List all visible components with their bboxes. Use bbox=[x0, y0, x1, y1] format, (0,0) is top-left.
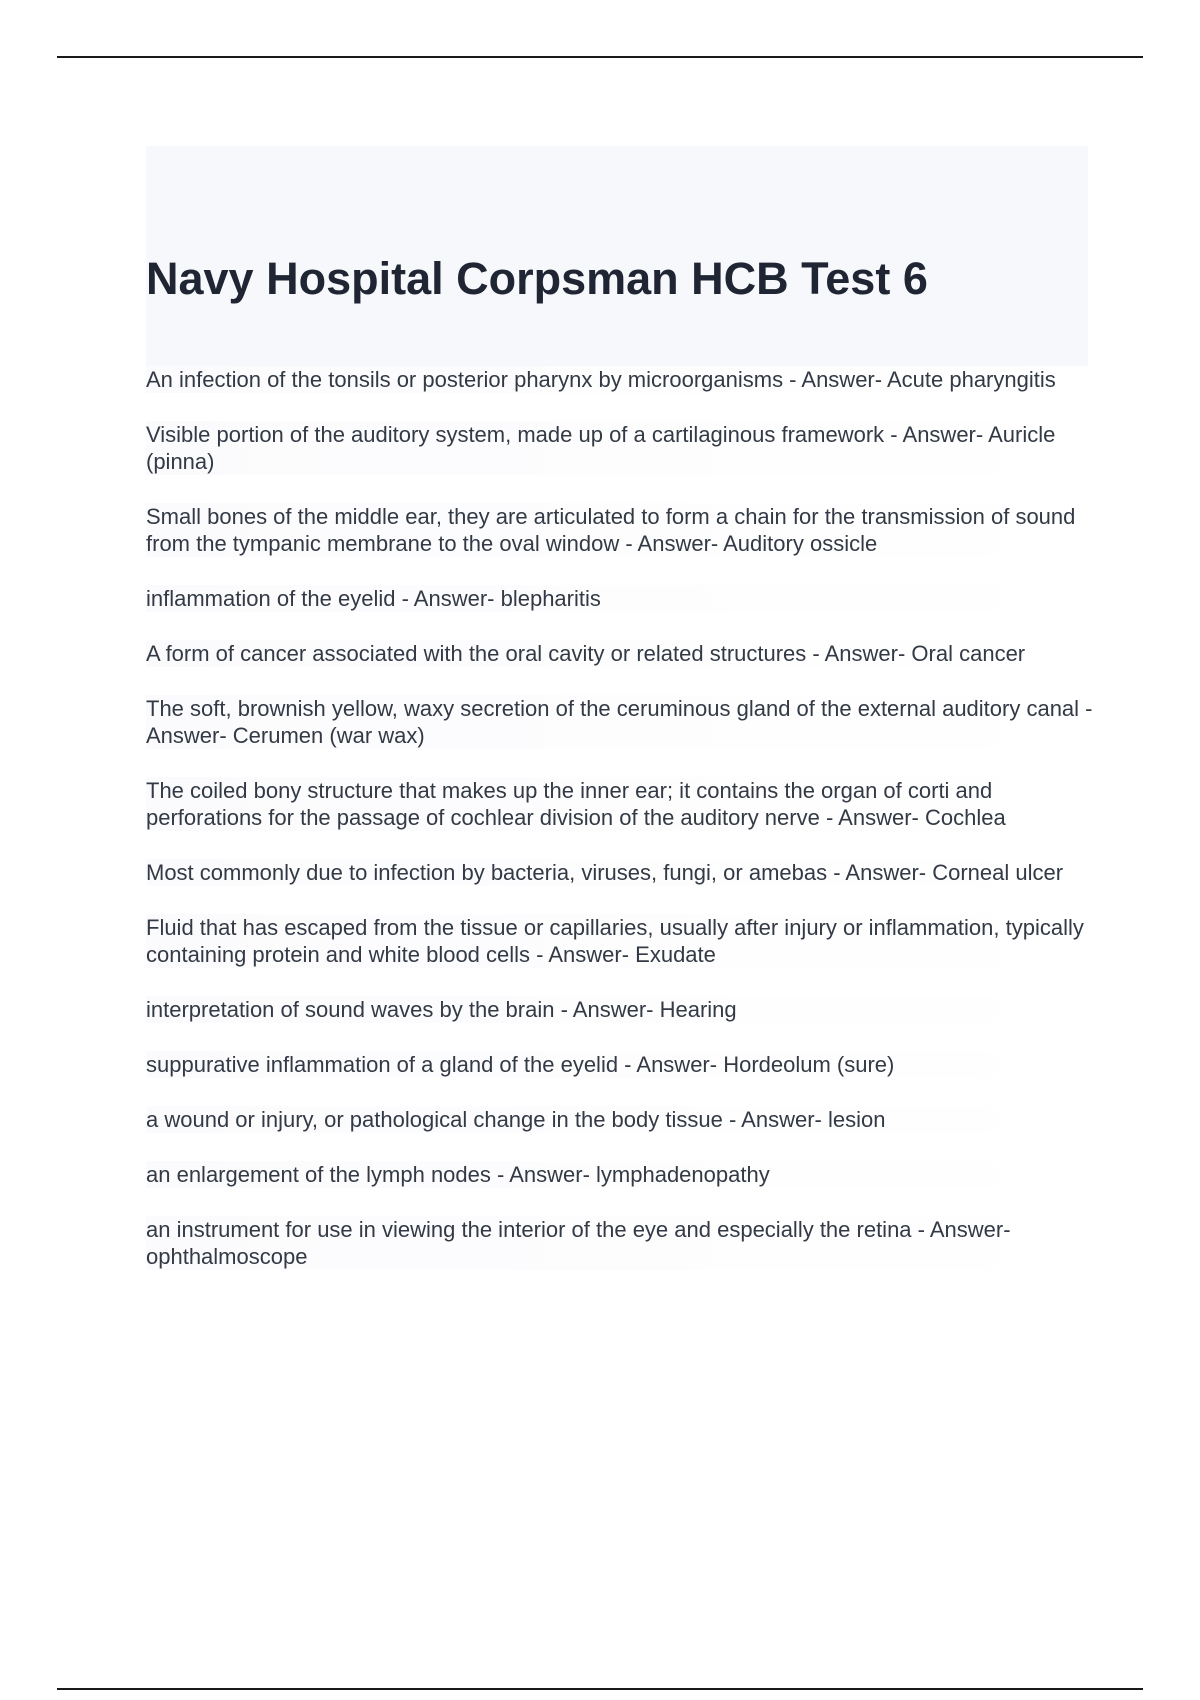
qa-list bbox=[146, 366, 1094, 1298]
qa-item: an instrument for use in viewing the interior of the eye and especially the retina - Answer- ophthalmoscope bbox=[146, 1216, 1094, 1270]
qa-item: a wound or injury, or pathological change in the body tissue - Answer- lesion bbox=[146, 1106, 1094, 1133]
qa-item: The coiled bony structure that makes up the inner ear; it contains the organ of corti and perforations for the passage of cochlear division of the auditory nerve - Answer- Cochlea bbox=[146, 777, 1094, 831]
qa-item: inflammation of the eyelid - Answer- blepharitis bbox=[146, 585, 1094, 612]
qa-item: A form of cancer associated with the oral cavity or related structures - Answer- Oral cancer bbox=[146, 640, 1094, 667]
qa-item: The soft, brownish yellow, waxy secretion of the ceruminous gland of the external auditory canal - Answer- Cerumen (war wax) bbox=[146, 696, 1093, 748]
page-title: Navy Hospital Corpsman HCB Test 6 bbox=[146, 253, 928, 304]
bottom-rule bbox=[57, 1688, 1143, 1690]
qa-item: An infection of the tonsils or posterior pharynx by microorganisms - Answer- Acute pharyngitis bbox=[146, 366, 1094, 393]
qa-item: an enlargement of the lymph nodes - Answer- lymphadenopathy bbox=[146, 1161, 1094, 1188]
qa-item: Most commonly due to infection by bacteria, viruses, fungi, or amebas - Answer- Corneal ulcer bbox=[146, 859, 1094, 886]
qa-item: Visible portion of the auditory system, made up of a cartilaginous framework - Answer- Auricle (pinna) bbox=[146, 421, 1094, 475]
top-rule bbox=[57, 56, 1143, 58]
qa-item: interpretation of sound waves by the brain - Answer- Hearing bbox=[146, 996, 1094, 1023]
qa-item: Fluid that has escaped from the tissue or capillaries, usually after injury or inflammation, typically containing protein and white blood cells - Answer- Exudate bbox=[146, 914, 1094, 968]
qa-item: suppurative inflammation of a gland of the eyelid - Answer- Hordeolum (sure) bbox=[146, 1051, 1094, 1078]
qa-item: Small bones of the middle ear, they are articulated to form a chain for the transmission of sound from the tympanic membrane to the oval window - Answer- Auditory ossicle bbox=[146, 503, 1094, 557]
